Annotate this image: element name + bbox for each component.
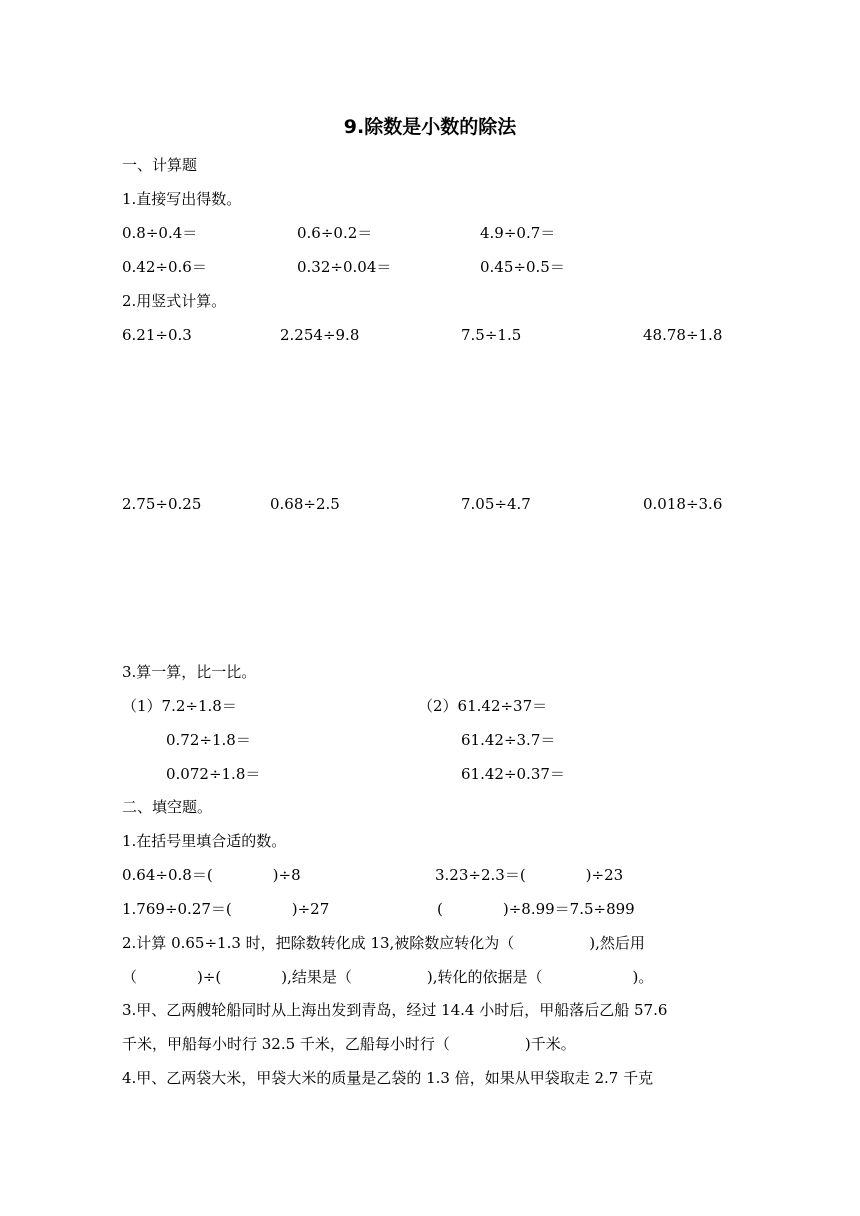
oral-calc-item: 0.45÷0.5＝ xyxy=(480,258,565,276)
question-text: 4.甲、乙两袋大米，甲袋大米的质量是乙袋的 1.3 倍，如果从甲袋取走 2.7 千克 xyxy=(122,1069,654,1087)
question-text: 3.甲、乙两艘轮船同时从上海出发到青岛，经过 14.4 小时后，甲船落后乙船 57.6 xyxy=(122,1001,668,1019)
section-heading: 一、计算题 xyxy=(122,156,198,174)
question-text: （ )÷( ),结果是（ ),转化的依据是（ )。 xyxy=(122,968,654,986)
compare-calc-item: 61.42÷0.37＝ xyxy=(461,765,565,783)
oral-calc-item: 4.9÷0.7＝ xyxy=(480,224,556,242)
fill-blank-item: 1.769÷0.27＝( )÷27 xyxy=(122,900,330,918)
page-title: 9.除数是小数的除法 xyxy=(343,116,517,138)
oral-calc-item: 0.32÷0.04＝ xyxy=(297,258,392,276)
compare-calc-item: 0.072÷1.8＝ xyxy=(166,765,261,783)
vertical-calc-item: 2.254÷9.8 xyxy=(280,326,360,344)
question-label: 2.用竖式计算。 xyxy=(122,292,227,310)
question-label: 1.直接写出得数。 xyxy=(122,190,242,208)
question-label: 1.在括号里填合适的数。 xyxy=(122,832,287,850)
vertical-calc-item: 2.75÷0.25 xyxy=(122,495,202,513)
vertical-calc-item: 0.018÷3.6 xyxy=(643,495,723,513)
oral-calc-item: 0.6÷0.2＝ xyxy=(297,224,373,242)
compare-calc-item: （2）61.42÷37＝ xyxy=(418,697,548,715)
fill-blank-item: 3.23÷2.3＝( )÷23 xyxy=(435,866,624,884)
vertical-calc-item: 0.68÷2.5 xyxy=(270,495,340,513)
question-text: 千米，甲船每小时行 32.5 千米，乙船每小时行（ )千米。 xyxy=(122,1035,576,1053)
oral-calc-item: 0.8÷0.4＝ xyxy=(122,224,198,242)
fill-blank-item: 0.64÷0.8＝( )÷8 xyxy=(122,866,301,884)
compare-calc-item: 61.42÷3.7＝ xyxy=(461,731,556,749)
oral-calc-item: 0.42÷0.6＝ xyxy=(122,258,207,276)
section-heading: 二、填空题。 xyxy=(122,798,213,816)
vertical-calc-item: 48.78÷1.8 xyxy=(643,326,723,344)
vertical-calc-item: 7.05÷4.7 xyxy=(461,495,531,513)
vertical-calc-item: 6.21÷0.3 xyxy=(122,326,192,344)
compare-calc-item: （1）7.2÷1.8＝ xyxy=(122,697,237,715)
fill-blank-item: ( )÷8.99＝7.5÷899 xyxy=(437,900,635,918)
question-label: 3.算一算，比一比。 xyxy=(122,663,257,681)
question-text: 2.计算 0.65÷1.3 时，把除数转化成 13,被除数应转化为（ ),然后用 xyxy=(122,934,645,952)
vertical-calc-item: 7.5÷1.5 xyxy=(461,326,522,344)
compare-calc-item: 0.72÷1.8＝ xyxy=(166,731,251,749)
